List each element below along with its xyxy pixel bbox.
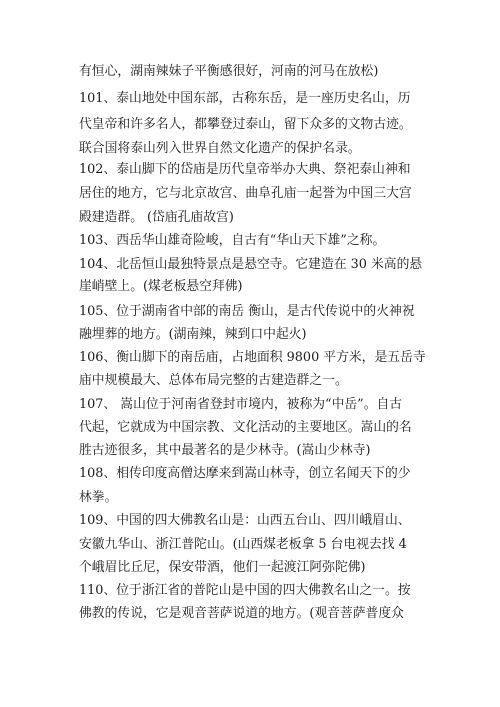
text-line-14: 庙中规模最大、总体布局完整的古建造群之一。 xyxy=(79,373,348,388)
text-line-21: 安徽九华山、浙江普陀山。(山西煤老板拿 5 台电视去找 4 xyxy=(79,537,407,552)
text-line-4: 联合国将泰山列入世界自然文化遗产的保护名录。 xyxy=(79,141,361,156)
text-line-22: 个峨眉比丘尼，保安带酒，他们一起渡江阿弥陀佛) xyxy=(79,560,366,575)
text-line-11: 105、位于湖南省中部的南岳 衡山，是古代传说中的火神祝 xyxy=(79,304,415,319)
text-line-2: 101、泰山地处中国东部，古称东岳，是一座历史名山，历 xyxy=(79,91,411,106)
text-line-3: 代皇帝和许多名人，都攀登过泰山，留下众多的文物古迹。 xyxy=(79,117,412,132)
text-line-24: 佛教的传说，它是观音菩萨说道的地方。(观音菩萨普度众 xyxy=(79,606,404,621)
text-line-17: 胜古迹很多，其中最著名的是少林寺。(嵩山少林寺) xyxy=(79,443,371,458)
text-line-5: 102、泰山脚下的岱庙是历代皇帝举办大典、祭祀泰山神和 xyxy=(79,162,411,177)
text-line-13: 106、衡山脚下的南岳庙，占地面积 9800 平方米，是五岳寺 xyxy=(79,350,426,365)
text-line-10: 崖峭壁上。(煤老板悬空拜佛) xyxy=(79,279,243,294)
text-line-12: 融埋葬的地方。(湖南辣，辣到口中起火) xyxy=(79,327,307,342)
text-line-1: 有恒心，湖南辣妹子平衡感很好，河南的河马在放松) xyxy=(79,64,379,79)
text-line-19: 林拳。 xyxy=(79,490,118,505)
text-line-8: 103、西岳华山雄奇险峻，自古有“华山天下雄”之称。 xyxy=(79,233,386,248)
text-line-9: 104、北岳恒山最独特景点是悬空寺。它建造在 30 米高的悬 xyxy=(79,257,423,272)
text-line-23: 110、位于浙江省的普陀山是中国的四大佛教名山之一。按 xyxy=(79,583,411,598)
text-line-6: 居住的地方，它与北京故宫、曲阜孔庙一起誉为中国三大宫 xyxy=(79,186,412,201)
text-line-20: 109、中国的四大佛教名山是：山西五台山、四川峨眉山、 xyxy=(79,513,411,528)
text-line-16: 代起，它就成为中国宗教、文化活动的主要地区。嵩山的名 xyxy=(79,420,412,435)
text-line-18: 108、相传印度高僧达摩来到嵩山林寺，创立名闻天下的少 xyxy=(79,466,411,481)
text-line-15: 107、 嵩山位于河南省登封市境内，被称为“中岳”。自古 xyxy=(79,397,403,412)
text-line-7: 殿建造群。 (岱庙孔庙故宫) xyxy=(79,210,234,225)
